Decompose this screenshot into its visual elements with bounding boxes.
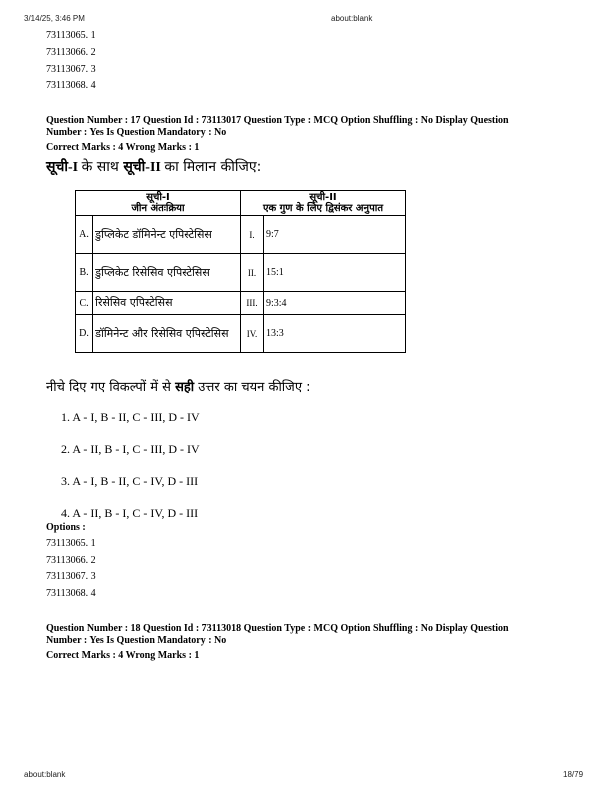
q17-choice-1: 1. A - I, B - II, C - III, D - IV — [61, 410, 200, 424]
print-page-number: 18/79 — [563, 770, 584, 779]
row-b-ratio: 15:1 — [264, 254, 406, 292]
q18-meta-line1: Question Number : 18 Question Id : 73113018 Question Type : MCQ Option Shuffling : No Display Question — [46, 623, 509, 634]
q17-options-label: Options : — [46, 522, 86, 533]
table-row — [76, 216, 406, 254]
table-row — [76, 254, 406, 292]
list1-header — [76, 191, 241, 216]
q17-title-with: के साथ — [81, 159, 124, 175]
row-a-roman: I. — [241, 216, 264, 254]
instruction-correct-word: सही — [175, 380, 195, 395]
q17-option-1: 73113065. 1 — [46, 538, 96, 549]
q17-meta-line1: Question Number : 17 Question Id : 73113017 Question Type : MCQ Option Shuffling : No Display Question — [46, 115, 509, 126]
row-b-roman: II. — [241, 254, 264, 292]
q17-marks: Correct Marks : 4 Wrong Marks : 1 — [46, 142, 200, 153]
q17-title — [46, 157, 261, 176]
instruction-part3: उत्तर का चयन कीजिए : — [194, 380, 311, 395]
row-c-letter: C. — [76, 292, 93, 315]
row-a-ratio: 9:7 — [264, 216, 406, 254]
list1-header-title: सूची-I — [146, 192, 170, 203]
prev-option-1: 73113065. 1 — [46, 30, 96, 41]
q17-title-match: का मिलान कीजिए: — [164, 159, 262, 175]
prev-option-3: 73113067. 3 — [46, 64, 96, 75]
q17-option-2: 73113066. 2 — [46, 555, 96, 566]
q17-option-3: 73113067. 3 — [46, 571, 96, 582]
row-d-letter: D. — [76, 315, 93, 353]
q17-choice-2: 2. A - II, B - I, C - III, D - IV — [61, 442, 200, 456]
q18-meta — [46, 623, 576, 662]
q17-choice-3: 3. A - I, B - II, C - IV, D - III — [61, 474, 199, 488]
list2-header-subtitle: एक गुण के लिए द्विसंकर अनुपात — [262, 203, 384, 214]
print-footer-url: about:blank — [24, 770, 66, 779]
instruction-part1: नीचे दिए गए विकल्पों में से — [46, 380, 176, 395]
q17-instruction — [46, 377, 311, 395]
row-c-roman: III. — [241, 292, 264, 315]
prev-option-4: 73113068. 4 — [46, 80, 96, 91]
match-table — [75, 190, 406, 353]
print-page-url: about:blank — [331, 14, 373, 23]
row-c-ratio: 9:3:4 — [264, 292, 406, 315]
row-c-term: रिसेसिव एपिस्टेसिस — [93, 292, 241, 315]
print-datetime: 3/14/25, 3:46 PM — [24, 14, 85, 23]
row-a-letter: A. — [76, 216, 93, 254]
prev-option-2: 73113066. 2 — [46, 47, 96, 58]
list2-header-title: सूची-II — [309, 192, 337, 203]
q18-meta-line2: Number : Yes Is Question Mandatory : No — [46, 635, 227, 646]
table-row — [76, 315, 406, 353]
row-b-term: डुप्लिकेट रिसेसिव एपिस्टेसिस — [93, 254, 241, 292]
q17-title-list1-num: -I — [67, 160, 82, 175]
q17-title-list1-word: सूची — [46, 159, 68, 175]
row-d-roman: IV. — [241, 315, 264, 353]
q17-title-list2-num: -II — [145, 160, 165, 175]
q17-choice-4: 4. A - II, B - I, C - IV, D - III — [61, 506, 199, 520]
match-table-header-row — [76, 191, 406, 216]
table-row — [76, 292, 406, 315]
list2-header — [241, 191, 406, 216]
list1-header-subtitle: जीन अंतःक्रिया — [131, 203, 185, 214]
row-d-ratio: 13:3 — [264, 315, 406, 353]
q17-option-4: 73113068. 4 — [46, 588, 96, 599]
row-a-term: डुप्लिकेट डॉमिनेन्ट एपिस्टेसिस — [93, 216, 241, 254]
q18-marks: Correct Marks : 4 Wrong Marks : 1 — [46, 650, 200, 661]
row-b-letter: B. — [76, 254, 93, 292]
q17-title-list2-word: सूची — [123, 159, 146, 175]
q17-meta-line2: Number : Yes Is Question Mandatory : No — [46, 127, 227, 138]
q17-meta — [46, 115, 576, 154]
row-d-term: डॉमिनेन्ट और रिसेसिव एपिस्टेसिस — [93, 315, 241, 353]
